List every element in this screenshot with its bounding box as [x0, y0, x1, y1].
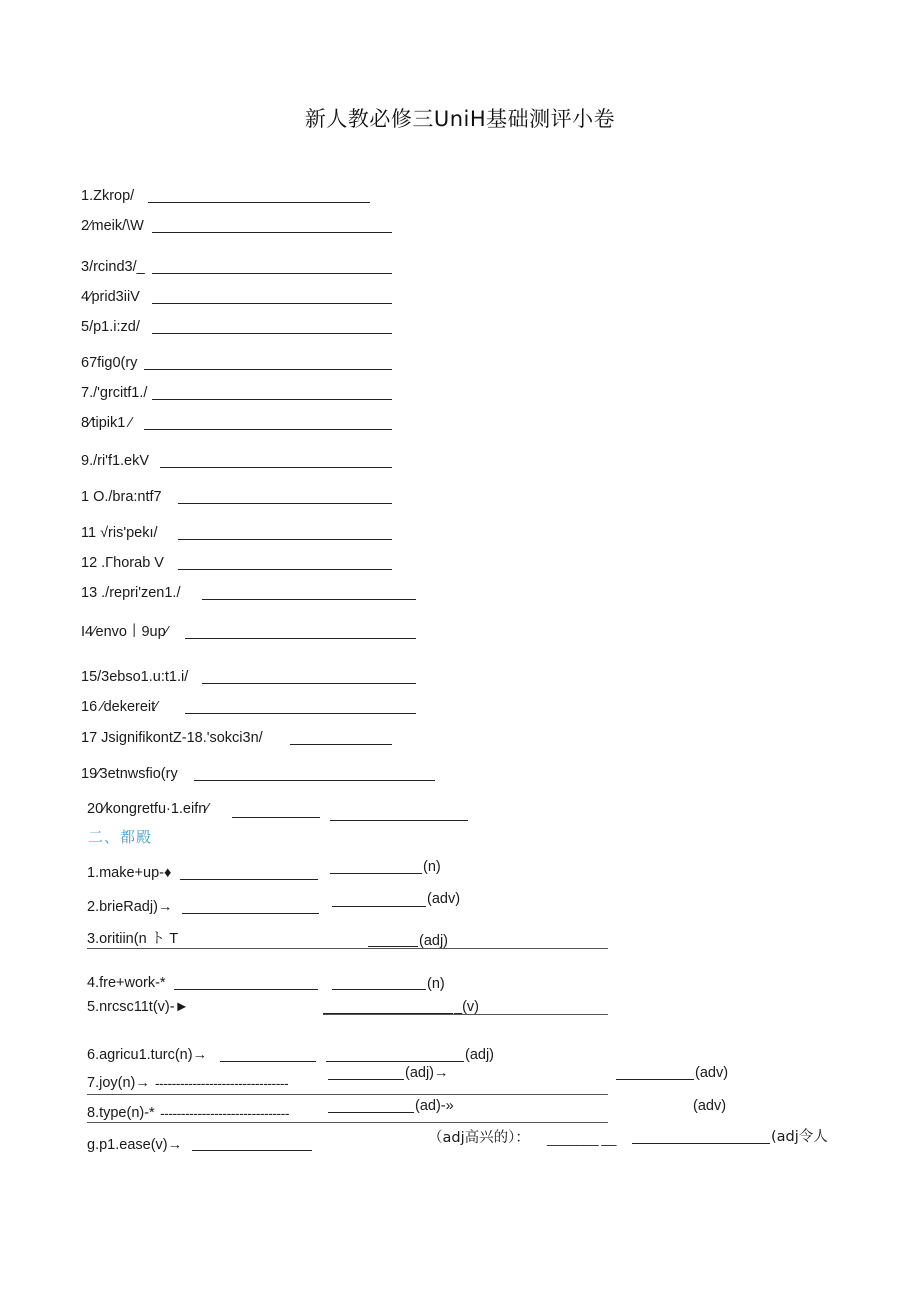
word-form-row-4: 4.fre+work-* [87, 975, 166, 991]
answer-blank-p2-6b[interactable] [326, 1061, 464, 1062]
answer-blank-p2-8[interactable] [328, 1112, 414, 1113]
answer-blank-10[interactable] [178, 503, 392, 504]
word-form-row-9: g.p1.ease(v)→ [87, 1137, 183, 1153]
word-form-row-5: 5.nrcsc11t(v)-► [87, 999, 189, 1015]
section-heading-part2: 二、都殿 [88, 828, 153, 846]
list-item-6: 67fig0(ry [81, 355, 138, 371]
list-item-3: 3/rcind3/_ [81, 259, 145, 275]
list-item-13: 13 ./repri'zen1./ [81, 585, 181, 601]
answer-blank-p2-9a[interactable] [192, 1150, 312, 1151]
answer-blank-1[interactable] [148, 202, 370, 203]
row-divider-5 [323, 1014, 608, 1015]
answer-blank-p2-1a[interactable] [180, 879, 318, 880]
word-form-row-2: 2.brieRadj)→ [87, 899, 173, 915]
answer-blank-9[interactable] [160, 467, 392, 468]
answer-blank-3[interactable] [152, 273, 392, 274]
list-item-11: 11 √ris'pekı/ [81, 525, 158, 541]
chinese-note-p2-9: （adj高兴的）： [428, 1130, 530, 1146]
list-item-12: 12 .Γhorab V [81, 555, 164, 571]
answer-blank-19[interactable] [194, 780, 435, 781]
word-form-row-1: 1.make+up-♦ [87, 865, 172, 881]
suffix-p2-5: _(v) [454, 999, 479, 1015]
answer-blank-15[interactable] [202, 683, 416, 684]
answer-blank-14[interactable] [185, 638, 416, 639]
suffix-p2-1: (n) [423, 859, 441, 875]
suffix-p2-8a: (ad)-» [415, 1098, 454, 1114]
word-form-row-8: 8.type(n)-* [87, 1105, 155, 1121]
list-item-19: 19⁄3etnwsfio(ry [81, 766, 178, 782]
answer-blank-p2-9b[interactable]: _______ __ [547, 1130, 616, 1146]
answer-blank-p2-7a[interactable] [328, 1079, 404, 1080]
suffix-p2-9: (adj令人 [771, 1129, 828, 1145]
answer-blank-16[interactable] [185, 713, 416, 714]
answer-blank-17[interactable] [290, 744, 392, 745]
answer-blank-2[interactable] [152, 232, 392, 233]
answer-blank-p2-1b[interactable] [330, 873, 422, 874]
answer-blank-p2-6a[interactable] [220, 1061, 316, 1062]
list-item-20: 20⁄kongretfu·1.eifn⁄ [87, 801, 209, 817]
suffix-p2-4: (n) [427, 976, 445, 992]
answer-blank-p2-7b[interactable] [616, 1079, 694, 1080]
answer-blank-p2-2a[interactable] [182, 913, 319, 914]
answer-blank-p2-4a[interactable] [174, 989, 318, 990]
suffix-p2-6: (adj) [465, 1047, 495, 1063]
page-title: 新人教必修三UniH基础测评小卷 [304, 107, 616, 131]
suffix-p2-2: (adv) [427, 891, 461, 907]
answer-blank-20b[interactable] [330, 820, 468, 821]
answer-blank-6[interactable] [144, 369, 392, 370]
list-item-9: 9./ri'f1.ekV [81, 453, 150, 469]
suffix-p2-3: (adj) [419, 933, 449, 949]
list-item-10: 1 O./bra:ntf7 [81, 489, 162, 505]
row-divider-3 [87, 948, 608, 949]
dashed-blank-p2-7[interactable]: -------------------------------- [155, 1075, 289, 1091]
row-divider-7 [87, 1094, 608, 1095]
list-item-2: 2⁄meik/\W [81, 218, 144, 234]
answer-blank-13[interactable] [202, 599, 416, 600]
answer-blank-12[interactable] [178, 569, 392, 570]
suffix-p2-7b: (adv) [695, 1065, 729, 1081]
word-form-row-6: 6.agricu1.turc(n)→ [87, 1047, 208, 1063]
list-item-17: 17 JsignifikontZ-18.'sokci3n/ [81, 730, 263, 746]
answer-blank-4[interactable] [152, 303, 392, 304]
answer-blank-20a[interactable] [232, 817, 320, 818]
list-item-1: 1.Zkrop/ [81, 188, 135, 204]
answer-blank-p2-9c[interactable] [632, 1143, 770, 1144]
answer-blank-p2-2b[interactable] [332, 906, 426, 907]
answer-blank-p2-4b[interactable] [332, 989, 426, 990]
list-item-14: I4⁄envo丨9up⁄ [81, 624, 169, 640]
list-item-7: 7./'grcitf1./ [81, 385, 148, 401]
row-divider-8 [87, 1122, 608, 1123]
suffix-p2-8b: (adv) [693, 1098, 727, 1114]
answer-blank-7[interactable] [152, 399, 392, 400]
dashed-blank-p2-8[interactable]: ------------------------------- [160, 1105, 290, 1121]
list-item-15: 15/3ebso1.u:t1.i/ [81, 669, 189, 685]
answer-blank-p2-3[interactable] [368, 946, 418, 947]
word-form-row-7: 7.joy(n)→ [87, 1075, 150, 1091]
suffix-p2-7a: (adj)→ [405, 1065, 449, 1081]
answer-blank-5[interactable] [152, 333, 392, 334]
list-item-8: 8⁄tipik1 ⁄ [81, 415, 132, 431]
list-item-4: 4⁄prid3iiV [81, 289, 140, 305]
answer-blank-11[interactable] [178, 539, 392, 540]
word-form-row-3: 3.oritiin(n ト T [87, 931, 179, 947]
list-item-5: 5/p1.i:zd/ [81, 319, 140, 335]
answer-blank-8[interactable] [144, 429, 392, 430]
list-item-16: 16 ⁄dekereit⁄ [81, 699, 158, 715]
